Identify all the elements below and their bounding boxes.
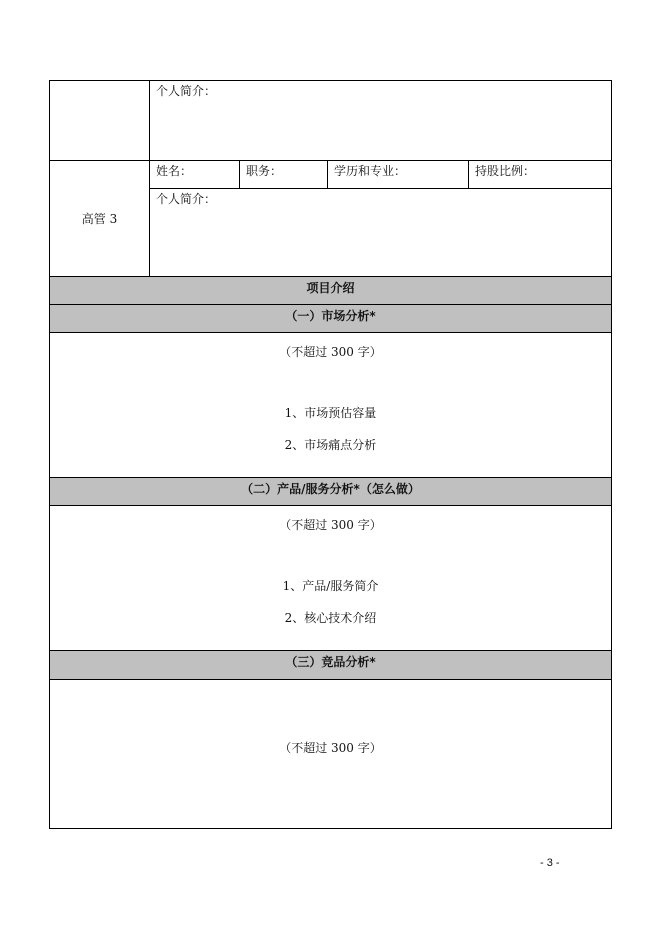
page-number: - 3 -	[540, 857, 560, 869]
exec3-label-cell	[50, 160, 149, 276]
prev-exec-bio-cell[interactable]	[149, 81, 611, 160]
competitor-analysis-body[interactable]	[50, 679, 611, 828]
competitor-analysis-limit: （不超过 300 字）	[279, 741, 382, 755]
market-analysis-title: （一）市场分析*	[285, 309, 376, 323]
market-analysis-point-1: 1、市场预估容量	[284, 406, 377, 420]
application-form-table	[49, 80, 612, 829]
exec3-bio-cell[interactable]	[149, 188, 611, 276]
product-analysis-point-1: 1、产品/服务简介	[282, 579, 379, 593]
exec3-name-label: 姓名：	[156, 164, 193, 178]
prev-exec-bio-label: 个人简介：	[156, 84, 217, 98]
competitor-analysis-header	[50, 650, 611, 679]
market-analysis-point-2: 2、市场痛点分析	[284, 438, 377, 452]
exec3-label: 高管 3	[81, 211, 118, 226]
product-analysis-point-2: 2、核心技术介绍	[284, 611, 377, 625]
product-analysis-header	[50, 477, 611, 505]
exec3-education-label: 学历和专业：	[334, 164, 407, 178]
product-analysis-body[interactable]	[50, 505, 611, 650]
exec3-shareholding-cell[interactable]	[468, 160, 611, 188]
competitor-analysis-title: （三）竞品分析*	[285, 655, 376, 669]
exec3-bio-label: 个人简介：	[156, 192, 217, 206]
product-analysis-limit: （不超过 300 字）	[279, 518, 382, 532]
market-analysis-body[interactable]	[50, 332, 611, 477]
project-intro-header	[50, 276, 611, 304]
project-intro-title: 项目介绍	[306, 281, 355, 295]
exec3-education-cell[interactable]	[327, 160, 468, 188]
exec3-title-label: 职务：	[246, 164, 283, 178]
market-analysis-limit: （不超过 300 字）	[279, 345, 382, 359]
exec3-title-cell[interactable]	[239, 160, 327, 188]
market-analysis-header	[50, 304, 611, 332]
exec3-name-cell[interactable]	[149, 160, 239, 188]
product-analysis-title: （二）产品/服务分析*（怎么做）	[241, 482, 420, 496]
exec3-shareholding-label: 持股比例：	[475, 164, 536, 178]
prev-exec-label-cell	[50, 81, 149, 160]
